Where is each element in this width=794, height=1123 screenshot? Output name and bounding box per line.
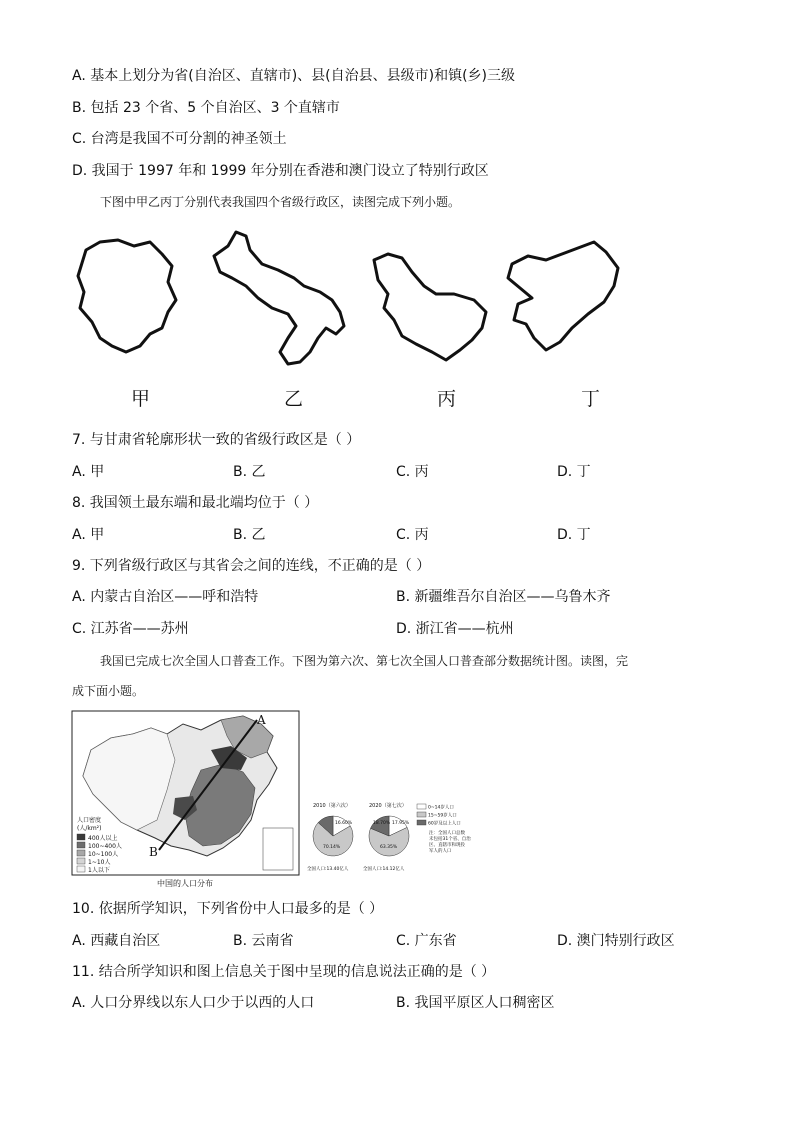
label-yi: 乙 [284, 388, 304, 410]
q9-option-c: C. 江苏省——苏州 [72, 621, 189, 637]
q9-stem: 9. 下列省级行政区与其省会之间的连线，不正确的是（ ） [72, 558, 431, 574]
pie-legend-label-1: 0~14岁人口 [428, 805, 454, 811]
q7-option-c: C. 丙 [396, 464, 429, 480]
q8-option-c: C. 丙 [396, 527, 429, 543]
pie-legend-label-3: 60岁及以上人口 [428, 821, 461, 827]
label-jia: 甲 [131, 388, 151, 410]
q10-option-b: B. 云南省 [233, 933, 294, 949]
point-b: B [149, 845, 158, 859]
province-bing-outline [374, 254, 486, 360]
legend-label-5: 1人以下 [88, 867, 110, 874]
q10-option-d: D. 澳门特别行政区 [557, 933, 675, 949]
pie2-label-1: 17.95% [392, 821, 410, 826]
map-legend-title: 人口密度 [77, 817, 102, 824]
legend-label-2: 100~400人 [88, 843, 122, 850]
q7-stem: 7. 与甘肃省轮廓形状一致的省级行政区是（ ） [72, 432, 361, 448]
province-outlines [0, 220, 794, 420]
q9-option-a: A. 内蒙古自治区——呼和浩特 [72, 589, 259, 605]
province-yi-outline [214, 232, 344, 364]
legend-label-3: 10~100人 [88, 851, 119, 858]
label-ding: 丁 [581, 388, 601, 410]
pie2-label-2: 63.35% [380, 845, 398, 850]
q6-option-d: D. 我国于 1997 年和 1999 年分别在香港和澳门设立了特别行政区 [72, 163, 489, 179]
q10-option-a: A. 西藏自治区 [72, 933, 161, 949]
label-bing: 丙 [437, 388, 457, 410]
pie2-title: 2020（第七次） [369, 803, 407, 809]
south-sea-inset [263, 828, 293, 870]
intro-census-line1: 我国已完成七次全国人口普查工作。下图为第六次、第七次全国人口普查部分数据统计图。读图，完 [100, 654, 629, 668]
pie2-label-3: 18.70% [373, 821, 391, 826]
pie-legend-swatch-2 [417, 812, 426, 817]
q11-stem: 11. 结合所学知识和图上信息关于图中呈现的信息说法正确的是（ ） [72, 964, 496, 980]
legend-label-1: 400人以上 [88, 835, 118, 842]
q11-option-b: B. 我国平原区人口稠密区 [396, 995, 555, 1011]
q10-stem: 10. 依据所学知识，下列省份中人口最多的是（ ） [72, 901, 384, 917]
pie-note-3: 区、直辖市和现役 [429, 843, 465, 848]
pie1-title: 2010（第六次） [313, 803, 351, 809]
legend-swatch-3 [77, 850, 85, 856]
q7-option-a: A. 甲 [72, 464, 105, 480]
legend-swatch-4 [77, 858, 85, 864]
point-a: A [257, 713, 266, 727]
province-ding-outline [508, 242, 618, 350]
legend-swatch-5 [77, 866, 85, 872]
q10-option-c: C. 广东省 [396, 933, 457, 949]
q7-option-b: B. 乙 [233, 464, 266, 480]
q8-option-a: A. 甲 [72, 527, 105, 543]
pie-legend-swatch-1 [417, 804, 426, 809]
q6-option-b: B. 包括 23 个省、5 个自治区、3 个直辖市 [72, 100, 340, 116]
intro-census-line2: 成下面小题。 [72, 684, 145, 698]
legend-label-4: 1~10人 [88, 859, 111, 866]
pie1-label-2: 70.14% [323, 845, 341, 850]
q8-option-d: D. 丁 [557, 527, 591, 543]
legend-swatch-2 [77, 842, 85, 848]
q7-option-d: D. 丁 [557, 464, 591, 480]
q9-option-b: B. 新疆维吾尔自治区——乌鲁木齐 [396, 589, 611, 605]
pie-legend-swatch-3 [417, 820, 426, 825]
province-jia-outline [78, 240, 176, 352]
q8-option-b: B. 乙 [233, 527, 266, 543]
q8-stem: 8. 我国领土最东端和最北端均位于（ ） [72, 495, 319, 511]
intro-provinces: 下图中甲乙丙丁分别代表我国四个省级行政区，读图完成下列小题。 [100, 195, 461, 209]
legend-swatch-1 [77, 834, 85, 840]
census-pie-charts [305, 800, 481, 874]
pie1-label-1: 16.60% [335, 821, 353, 826]
map-legend-unit: (人/km²) [77, 825, 102, 832]
pie-note-2: 未包括31个省、自治 [429, 837, 471, 842]
q6-option-a: A. 基本上划分为省(自治区、直辖市)、县(自治县、县级市)和镇(乡)三级 [72, 68, 516, 84]
q9-option-d: D. 浙江省——杭州 [396, 621, 514, 637]
q6-option-c: C. 台湾是我国不可分割的神圣领土 [72, 131, 287, 147]
pie-note-4: 军人的人口 [429, 849, 452, 854]
pie-legend-label-2: 15~59岁人口 [428, 813, 457, 819]
pie-note-1: 注：全国人口总数 [429, 831, 465, 836]
q11-option-a: A. 人口分界线以东人口少于以西的人口 [72, 995, 315, 1011]
pie1-total: 全国人口:13.40亿人 [307, 867, 349, 872]
pie2-total: 全国人口:14.12亿人 [363, 867, 405, 872]
population-map [71, 710, 301, 890]
map-caption: 中国的人口分布 [157, 879, 213, 888]
